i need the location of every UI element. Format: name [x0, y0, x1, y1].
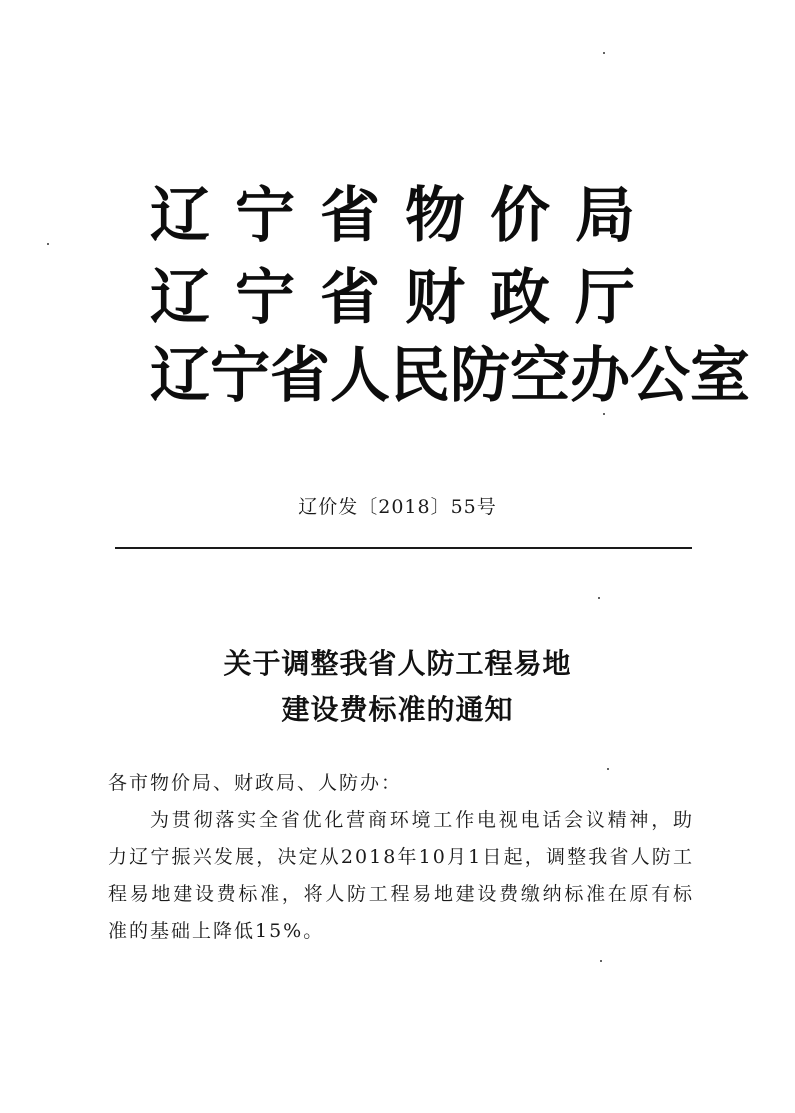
header-divider — [115, 547, 692, 549]
addressee: 各市物价局、财政局、人防办： — [108, 772, 403, 794]
scan-speck — [607, 768, 609, 770]
body-paragraph: 为贯彻落实全省优化营商环境工作电视电话会议精神，助力辽宁振兴发展，决定从2018年10月1日起，调整我省人防工程易地建设费标准，将人防工程易地建设费缴纳标准在原有标准的基础上降低15%。 — [108, 809, 694, 942]
issuer-civil-air-defense-office: 辽宁省人民防空办公室 — [150, 341, 750, 411]
scan-speck — [598, 597, 600, 599]
notice-title-line-2: 建设费标准的通知 — [281, 693, 514, 726]
scan-speck — [603, 52, 605, 54]
issuer-finance-department: 辽宁省财政厅 — [150, 263, 660, 333]
scan-speck — [603, 413, 605, 415]
scan-speck — [600, 960, 602, 962]
document-number: 辽价发〔2018〕55号 — [298, 496, 497, 518]
notice-title-line-1: 关于调整我省人防工程易地 — [223, 647, 572, 680]
scan-speck — [47, 243, 49, 245]
issuer-price-bureau: 辽宁省物价局 — [150, 181, 660, 251]
